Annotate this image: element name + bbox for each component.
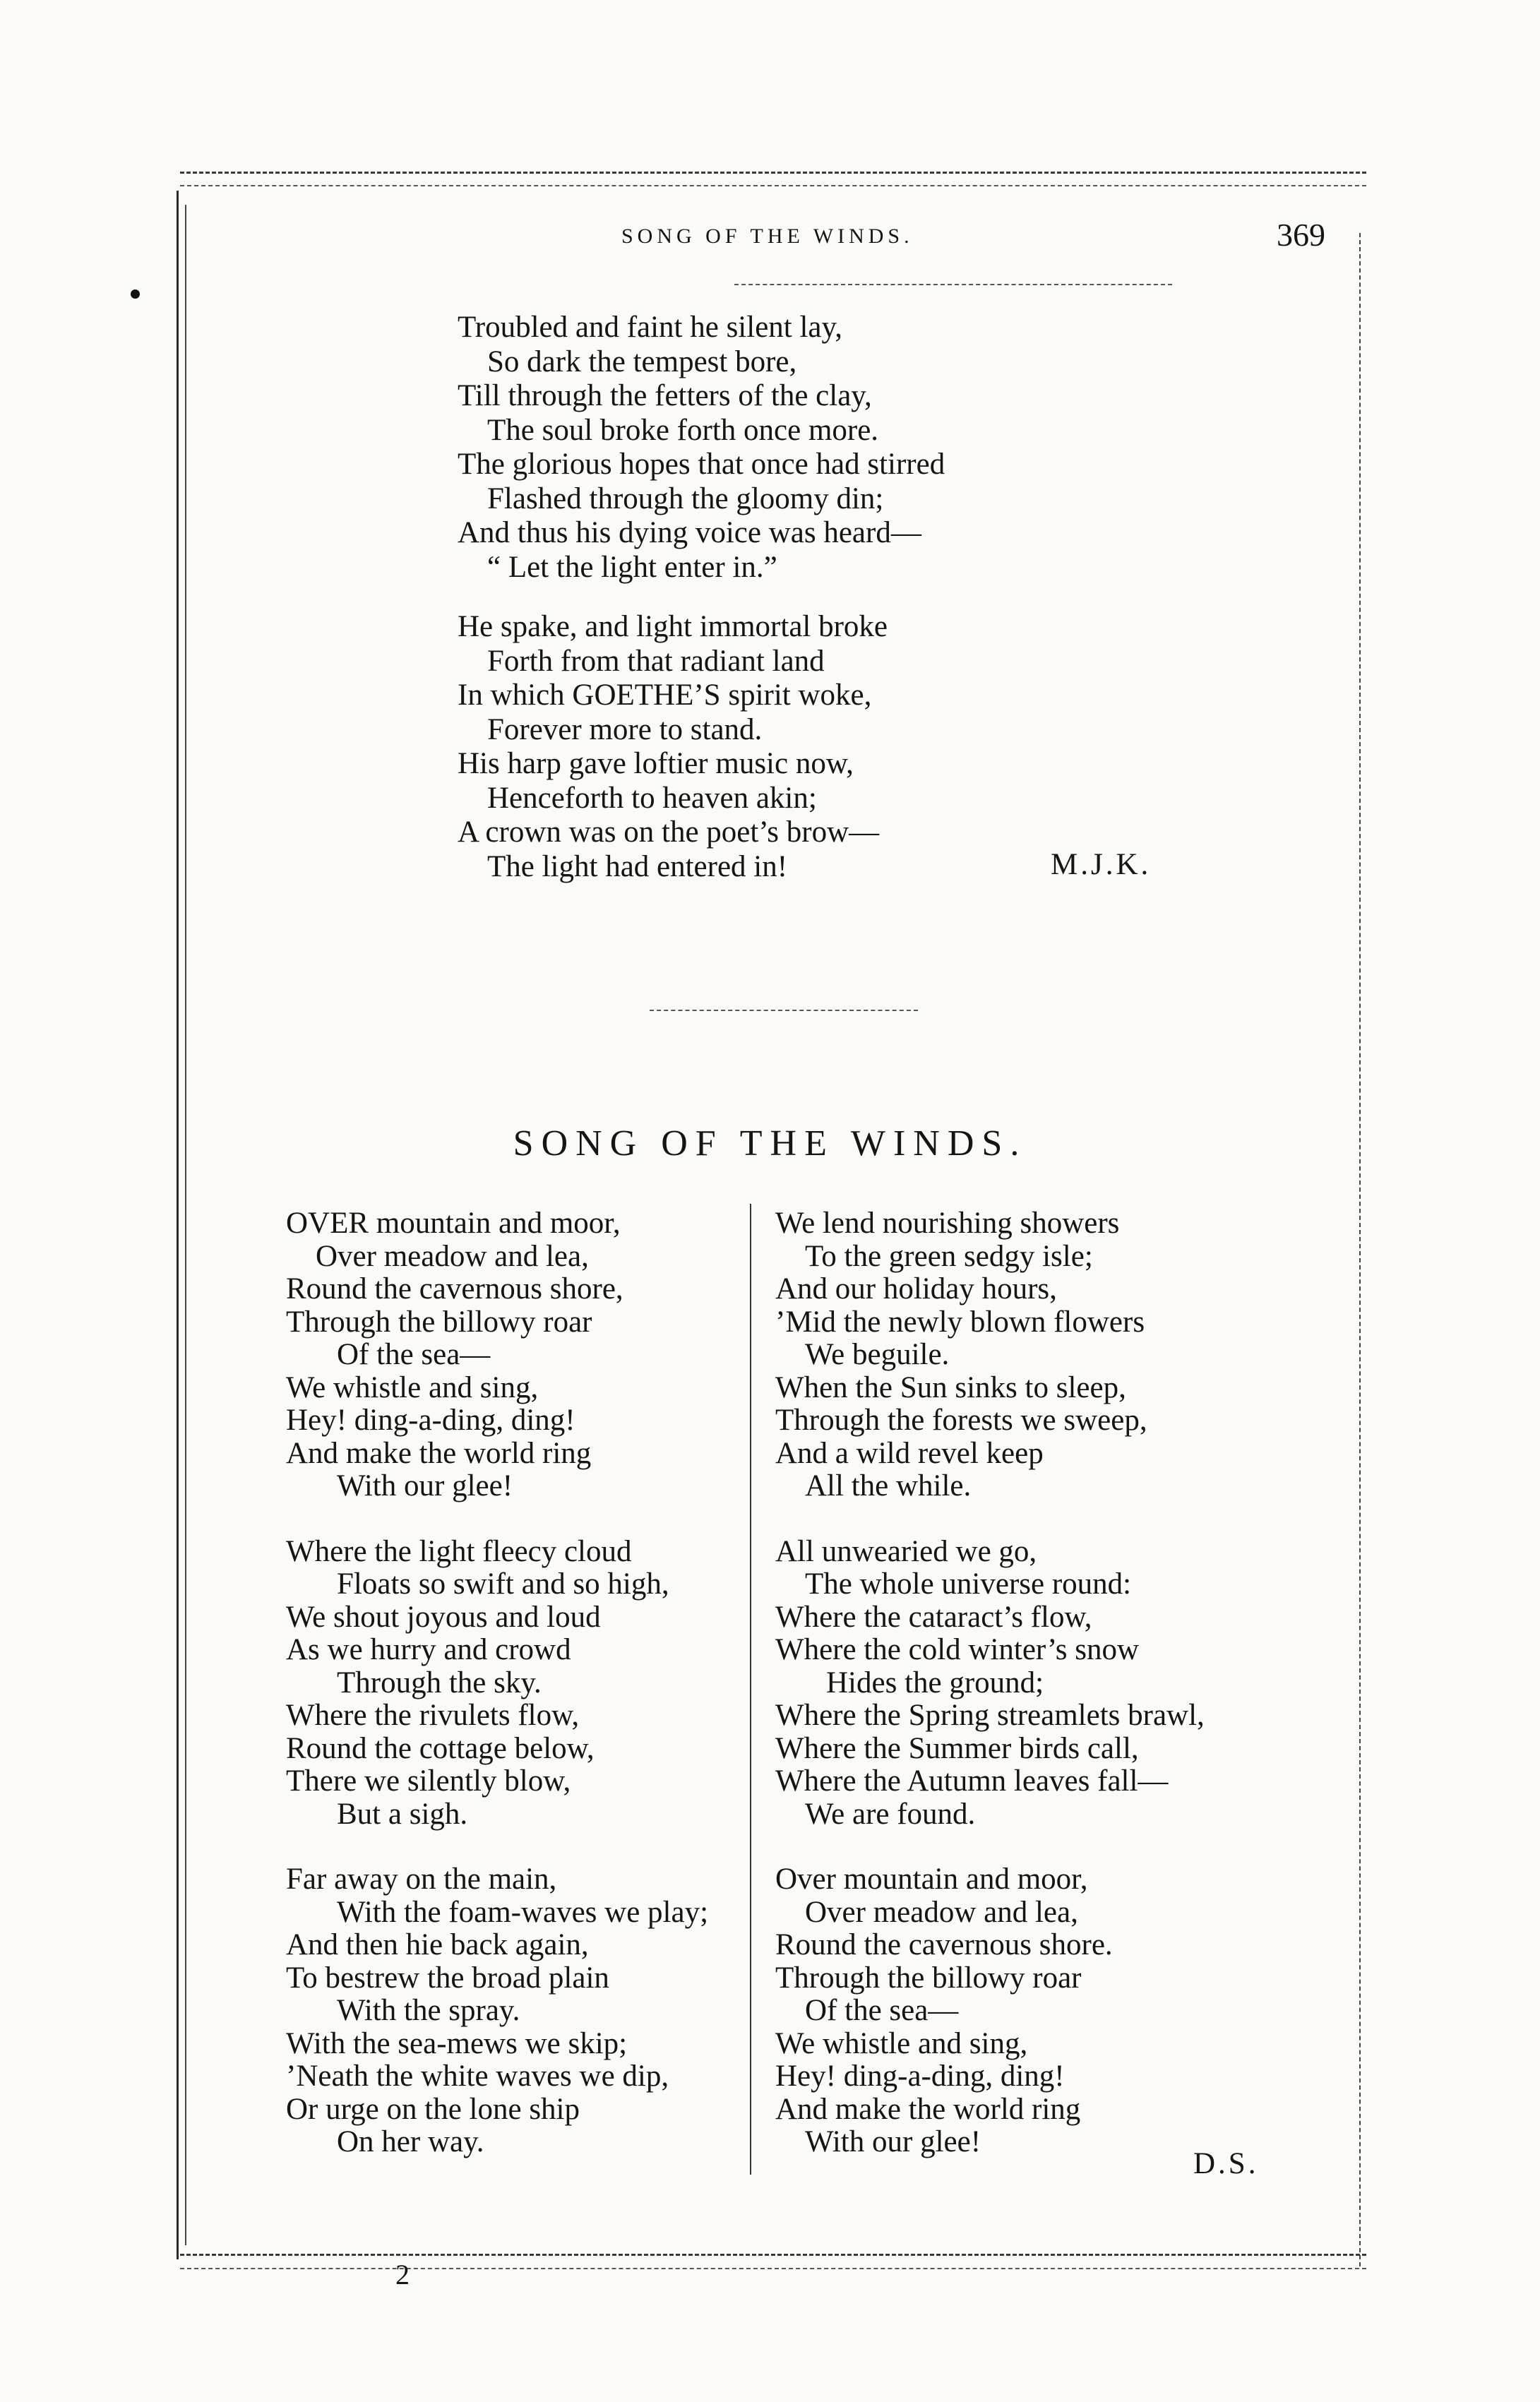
poem-line: The light had entered in! (487, 849, 788, 883)
stanza (775, 1863, 1284, 2159)
poem-line: And a wild revel keep (775, 1436, 1044, 1470)
poem-line: The whole universe round: (805, 1567, 1132, 1601)
poem-line: Over mountain and moor, (775, 1863, 1088, 1896)
stanza (458, 610, 1234, 884)
poem-line: Where the rivulets flow, (286, 1699, 580, 1732)
stanza (286, 1207, 738, 1503)
poem-line: In which GOETHE’S spirit woke, (458, 679, 872, 712)
poem-line: Forth from that radiant land (487, 644, 825, 678)
stanza (458, 311, 1234, 585)
poem-line: We are found. (805, 1797, 976, 1831)
poem-line: Through the billowy roar (775, 1961, 1082, 1995)
poem-line: ’Neath the white waves we dip, (286, 2060, 669, 2093)
stanza (286, 1536, 738, 1832)
poem-line: With our glee! (805, 2125, 981, 2158)
top-border-rule-inner (180, 185, 1366, 186)
poem-line: His harp gave loftier music now, (458, 747, 854, 780)
poem-line: And make the world ring (775, 2092, 1081, 2126)
poem-signature-mjk: M.J.K. (1051, 848, 1152, 881)
right-border-line (1359, 233, 1361, 2266)
poem-line: As we hurry and crowd (286, 1633, 571, 1666)
poem-line: Floats so swift and so high, (337, 1567, 669, 1601)
poem-line: We whistle and sing, (286, 1370, 539, 1404)
poem-line: Hey! ding-a-ding, ding! (286, 1404, 575, 1437)
poem-line: Where the Autumn leaves fall— (775, 1764, 1169, 1798)
poem-line: Through the sky. (337, 1666, 542, 1699)
poem-line: But a sigh. (337, 1797, 468, 1831)
poem-line: Till through the fetters of the clay, (458, 379, 872, 412)
bottom-border-rule (180, 2254, 1366, 2256)
poem-line: And make the world ring (286, 1436, 592, 1470)
poem-line: Far away on the main, (286, 1863, 557, 1896)
poem-line: Where the light fleecy cloud (286, 1534, 632, 1568)
poem-line: With the spray. (337, 1994, 520, 2027)
poem-title: SONG OF THE WINDS. (513, 1123, 1027, 1164)
poem-line: A crown was on the poet’s brow— (458, 815, 880, 849)
poem-line: Where the cold winter’s snow (775, 1633, 1140, 1666)
poem-line: Troubled and faint he silent lay, (458, 311, 842, 344)
poem-line: Where the Summer birds call, (775, 1731, 1139, 1765)
poem-line: There we silently blow, (286, 1764, 571, 1798)
poem-line: We shout joyous and loud (286, 1600, 601, 1634)
column-divider (750, 1204, 751, 2175)
section-separator (650, 1010, 918, 1011)
poem-line: All the while. (805, 1469, 972, 1502)
running-head: SONG OF THE WINDS. (621, 225, 914, 248)
poem-line: Or urge on the lone ship (286, 2092, 580, 2126)
poem-continued (458, 311, 1234, 909)
bottom-border-rule-inner (180, 2268, 1366, 2269)
poem-line: The soul broke forth once more. (487, 413, 879, 447)
folio-mark: 2 (395, 2259, 410, 2290)
poem-line: Of the sea— (337, 1338, 491, 1371)
poem-signature-ds: D.S. (1193, 2147, 1259, 2180)
poem-line: Hey! ding-a-ding, ding! (775, 2060, 1065, 2093)
poem-line: Where the cataract’s flow, (775, 1600, 1092, 1634)
poem-line: Forever more to stand. (487, 712, 763, 746)
poem-line: We lend nourishing showers (775, 1207, 1120, 1240)
poem-line: With our glee! (337, 1469, 513, 1502)
poem-line: Over meadow and lea, (805, 1895, 1078, 1929)
poem-line: Round the cavernous shore, (286, 1272, 623, 1305)
poem-line: ’Mid the newly blown flowers (775, 1305, 1145, 1339)
poem-line: Through the billowy roar (286, 1305, 592, 1339)
poem-line: Where the Spring streamlets brawl, (775, 1699, 1205, 1732)
poem-line: So dark the tempest bore, (487, 345, 797, 378)
poem-line: Of the sea— (805, 1994, 959, 2027)
poem-line: And our holiday hours, (775, 1272, 1057, 1305)
left-border-line-inner (185, 205, 186, 2245)
poem-line: And thus his dying voice was heard— (458, 516, 921, 549)
poem-line: OVER mountain and moor, (286, 1207, 621, 1240)
poem-line: Henceforth to heaven akin; (487, 781, 817, 815)
poem-line: We beguile. (805, 1338, 950, 1371)
poem-line: Round the cottage below, (286, 1731, 595, 1765)
stanza (775, 1536, 1284, 1832)
poem-line: With the foam-waves we play; (337, 1895, 709, 1929)
stanza (775, 1207, 1284, 1503)
poem-line: To the green sedgy isle; (805, 1239, 1093, 1273)
poem-line: To bestrew the broad plain (286, 1961, 609, 1995)
poem-line: When the Sun sinks to sleep, (775, 1370, 1126, 1404)
page-number: 369 (1277, 217, 1325, 253)
left-border-line (177, 191, 179, 2259)
stanza (286, 1863, 738, 2159)
poem-right-column (775, 1207, 1284, 2192)
poem-line: With the sea-mews we skip; (286, 2026, 628, 2060)
poem-line: “ Let the light enter in.” (487, 550, 777, 584)
poem-line: We whistle and sing, (775, 2026, 1028, 2060)
poem-line: And then hie back again, (286, 1928, 589, 1961)
poem-line: On her way. (337, 2125, 484, 2158)
poem-line: Round the cavernous shore. (775, 1928, 1113, 1961)
poem-line: Hides the ground; (826, 1666, 1044, 1699)
poem-line: Over meadow and lea, (316, 1239, 589, 1273)
header-rule (734, 284, 1172, 285)
poem-line: He spake, and light immortal broke (458, 610, 888, 643)
margin-dot (131, 289, 140, 299)
poem-line: The glorious hopes that once had stirred (458, 448, 945, 481)
top-border-rule (180, 172, 1366, 174)
poem-line: Through the forests we sweep, (775, 1404, 1147, 1437)
poem-line: Flashed through the gloomy din; (487, 482, 884, 515)
poem-line: All unwearied we go, (775, 1534, 1037, 1568)
poem-left-column (286, 1207, 738, 2192)
